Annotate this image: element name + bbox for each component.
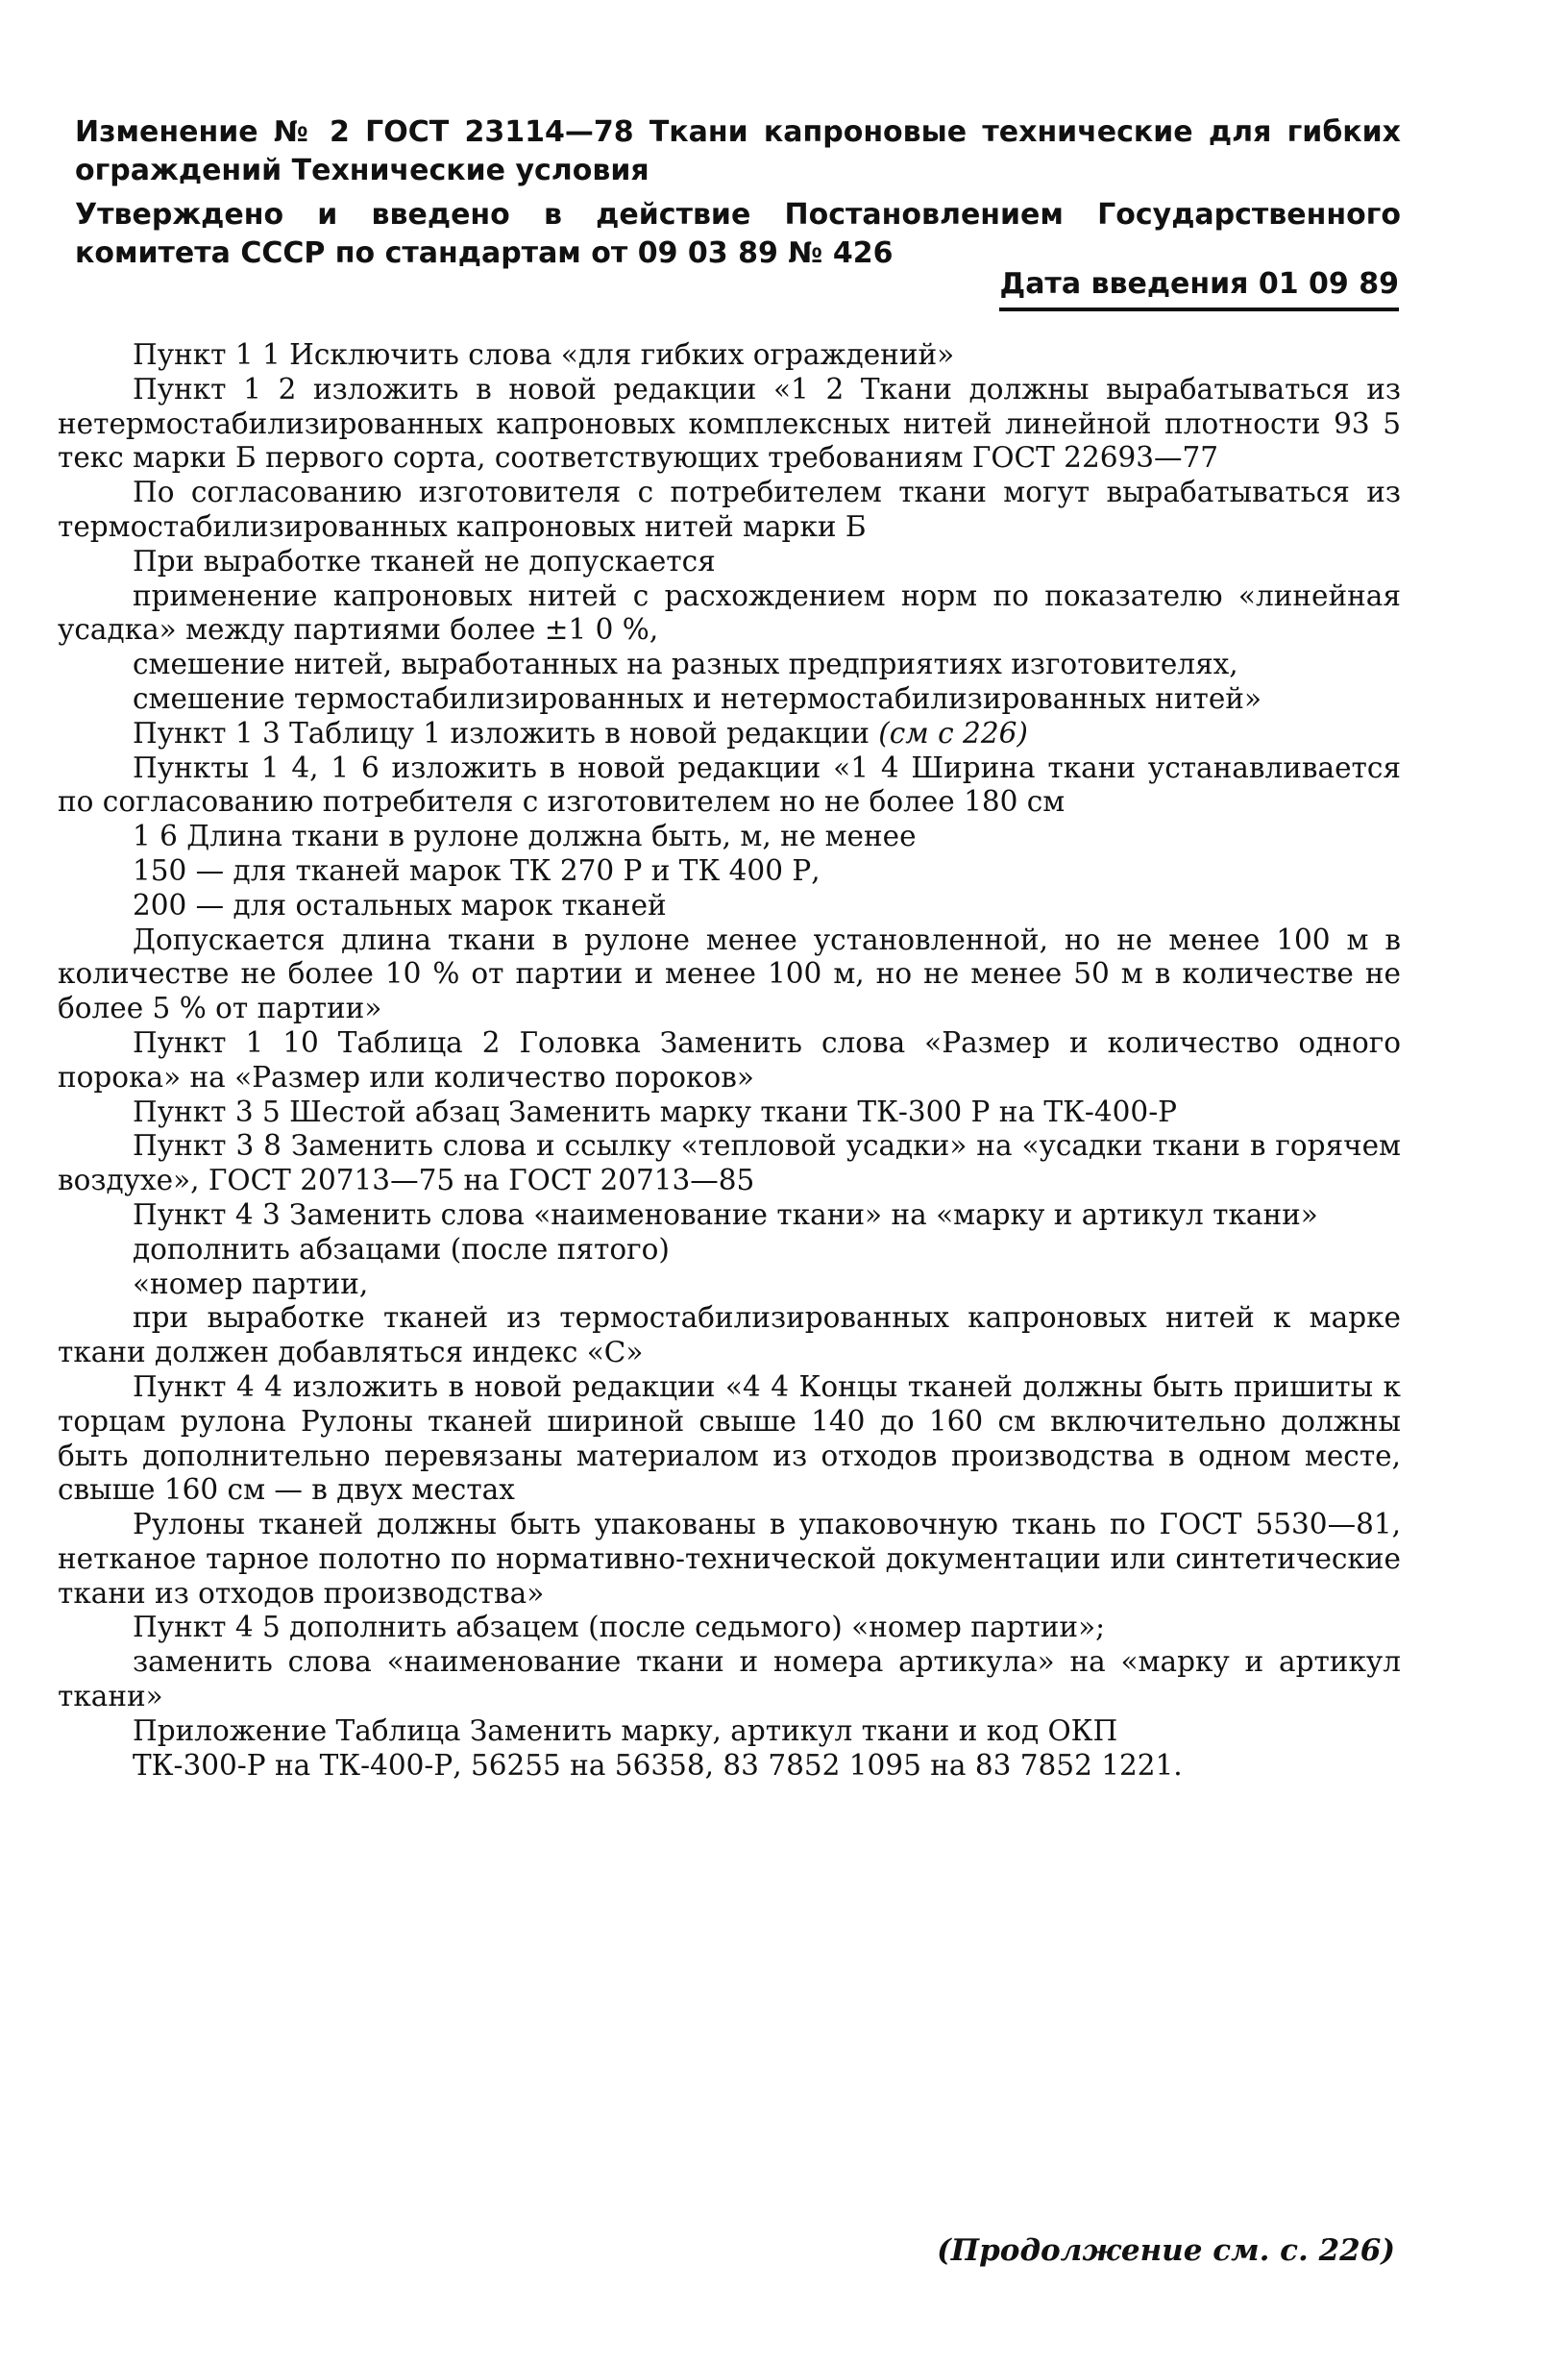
clause-1-3-reference: (см с 226)	[878, 716, 1028, 750]
paragraph-clause-1-2: Пункт 1 2 изложить в новой редакции «1 2 Ткани должны вырабатываться из нетермостабилизированных капроновых комплексных нитей линейной плотности 93 5 текс марки Б первого сорта, соответствующих требованиям ГОСТ 22693—77	[58, 372, 1401, 475]
paragraph-shrinkage: применение капроновых нитей с расхождением норм по показателю «линейная усадка» между партиями более ±1 0 %,	[58, 579, 1401, 647]
paragraph-clause-1-3	[58, 717, 1401, 751]
paragraph-mixing-threads: смешение термостабилизированных и нетермостабилизированных нитей»	[133, 681, 1262, 715]
paragraph-batch-number: «номер партии,	[133, 1267, 369, 1300]
paragraph-clause-1-6: 1 6 Длина ткани в рулоне должна быть, м, не менее	[133, 820, 917, 853]
continuation-note: (Продолжение см. с. 226)	[937, 2233, 1395, 2268]
paragraph-length-150: 150 — для тканей марок ТК 270 Р и ТК 400 Р,	[133, 853, 821, 887]
paragraph-not-allowed: При выработке тканей не допускается	[133, 544, 716, 578]
introduction-date: Дата введения 01 09 89	[999, 265, 1399, 311]
paragraph-clause-1-4: Пункты 1 4, 1 6 изложить в новой редакции «1 4 Ширина ткани устанавливается по согласованию потребителя с изготовителем но не более 180 см	[58, 751, 1401, 819]
paragraph-appendix-codes: ТК-300-Р на ТК-400-Р, 56255 на 56358, 83 7852 1095 на 83 7852 1221.	[133, 1748, 1183, 1782]
amendment-title: Изменение № 2 ГОСТ 23114—78 Ткани капроновые технические для гибких ограждений Технические условия	[75, 115, 1401, 187]
paragraph-agreement: По согласованию изготовителя с потребителем ткани могут вырабатываться из термостабилизированных капроновых нитей марки Б	[58, 476, 1401, 543]
paragraph-clause-4-4: Пункт 4 4 изложить в новой редакции «4 4 Концы тканей должны быть пришиты к торцам рулона Рулоны тканей шириной свыше 140 до 160 см включительно должны быть дополнительно перевязаны материалом из отходов производства в одном месте, свыше 160 см — в двух местах	[58, 1369, 1401, 1507]
paragraph-clause-3-5: Пункт 3 5 Шестой абзац Заменить марку ткани ТК-300 Р на ТК-400-Р	[133, 1095, 1178, 1128]
paragraph-clause-4-5: Пункт 4 5 дополнить абзацем (после седьмого) «номер партии»;	[133, 1611, 1106, 1644]
approval-statement: Утверждено и введено в действие Постановлением Государственного комитета СССР по стандартам от 09 03 89 № 426	[75, 198, 1401, 270]
paragraph-clause-3-8: Пункт 3 8 Заменить слова и ссылку «тепловой усадки» на «усадки ткани в горячем воздухе», ГОСТ 20713—75 на ГОСТ 20713—85	[58, 1129, 1401, 1197]
paragraph-mixing-producers: смешение нитей, выработанных на разных предприятиях изготовителях,	[133, 648, 1238, 681]
amendment-body	[58, 338, 1401, 1783]
clause-1-3-text: Пункт 1 3 Таблицу 1 изложить в новой редакции	[133, 716, 879, 750]
paragraph-clause-4-3: Пункт 4 3 Заменить слова «наименование ткани» на «марку и артикул ткани»	[133, 1197, 1318, 1231]
paragraph-length-200: 200 — для остальных марок тканей	[133, 888, 667, 922]
paragraph-length-tolerance: Допускается длина ткани в рулоне менее установленной, но не менее 100 м в количестве не более 10 % от партии и менее 100 м, но не менее 50 м в количестве не более 5 % от партии»	[58, 923, 1401, 1025]
paragraph-clause-1-1: Пункт 1 1 Исключить слова «для гибких ограждений»	[133, 338, 955, 371]
paragraph-supplement: дополнить абзацами (после пятого)	[133, 1232, 670, 1266]
paragraph-appendix: Приложение Таблица Заменить марку, артикул ткани и код ОКП	[133, 1713, 1118, 1747]
paragraph-replace-words: заменить слова «наименование ткани и номера артикула» на «марку и артикул ткани»	[58, 1645, 1401, 1713]
paragraph-packing: Рулоны тканей должны быть упакованы в упаковочную ткань по ГОСТ 5530—81, нетканое тарное полотно по нормативно-технической документации или синтетические ткани из отходов производства»	[58, 1508, 1401, 1610]
paragraph-index-c: при выработке тканей из термостабилизированных капроновых нитей к марке ткани должен добавляться индекс «С»	[58, 1301, 1401, 1369]
paragraph-clause-1-10: Пункт 1 10 Таблица 2 Головка Заменить слова «Размер и количество одного порока» на «Размер или количество пороков»	[58, 1025, 1401, 1094]
